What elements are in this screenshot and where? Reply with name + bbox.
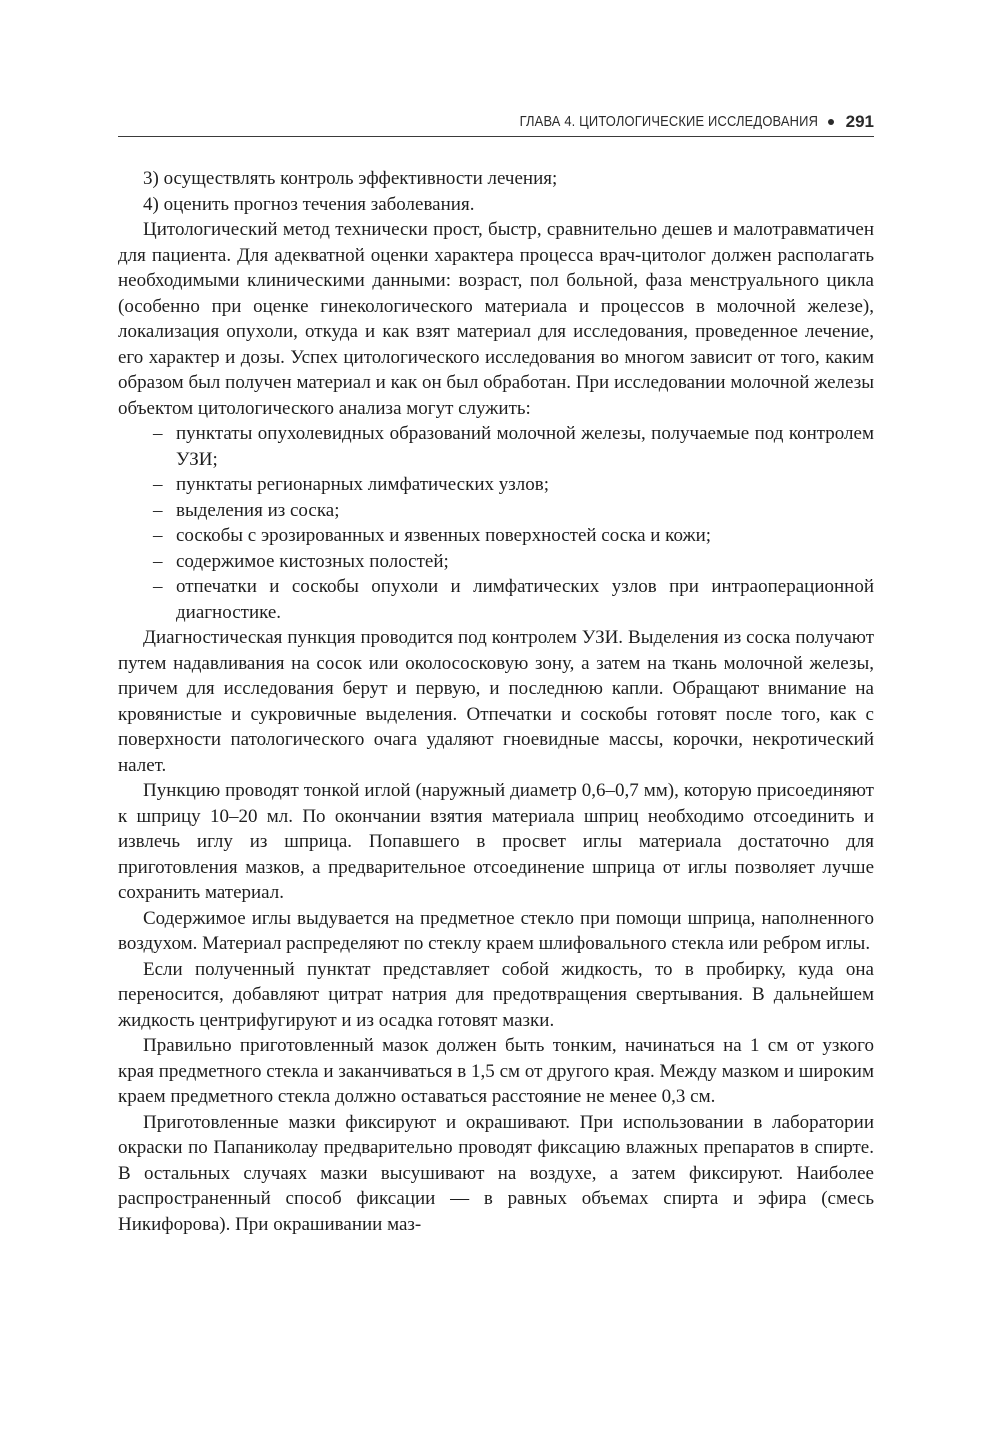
material-list <box>118 421 874 625</box>
list-item: – отпечатки и соскобы опухоли и лимфатических узлов при интраоперационной диагностике. <box>176 574 874 625</box>
paragraph: Если полученный пунктат представляет собой жидкость, то в пробирку, куда она переносится, добавляют цитрат натрия для предотвращения свертывания. В дальнейшем жидкость центрифугируют и из осадка готовят мазки. <box>118 958 874 1031</box>
paragraph: Правильно приготовленный мазок должен быть тонким, начинаться на 1 см от узкого края предметного стекла и заканчиваться в 1,5 см от другого края. Между мазком и широким краем предметного стекла должно оставаться расстояние не менее 0,3 см. <box>118 1035 874 1107</box>
list-item: – выделения из соска; <box>176 498 874 524</box>
list-item: – содержимое кистозных полостей; <box>176 549 874 575</box>
numbered-item: 3) осуществлять контроль эффективности лечения; <box>143 168 558 189</box>
list-item: – соскобы с эрозированных и язвенных поверхностей соска и кожи; <box>176 523 874 549</box>
paragraph: Пункцию проводят тонкой иглой (наружный диаметр 0,6–0,7 мм), которую присоединяют к шприцу 10–20 мл. По окончании взятия материала шприц необходимо отсоединить и извлечь иглу из шприца. Попавшего в просвет иглы материала достаточно для приготовления мазков, а предварительное отсоединение шприца от иглы позволяет лучше сохранить материал. <box>118 780 874 903</box>
running-header <box>118 110 874 137</box>
intro-paragraph: Цитологический метод технически прост, быстр, сравнительно дешев и малотравматичен для пациента. Для адекватной оценки характера процесса врач-цитолог должен располагать необходимыми клиническими данными: возраст, пол больной, фаза менструального цикла (особенно при оценке гинекологического материала и процессов в молочной железе), локализация опухоли, откуда и как взят материал для исследования, проведенное лечение, его характер и дозы. Успех цитологического исследования во многом зависит от того, каким образом был получен материал и как он был обработан. При исследовании молочной железы объектом цитологического анализа могут служить: <box>118 219 874 419</box>
page-body <box>118 166 874 1237</box>
header-bullet-icon <box>828 119 834 125</box>
paragraph: Диагностическая пункция проводится под контролем УЗИ. Выделения из соска получают путем надавливания на сосок или околососковую зону, а затем на ткань молочной железы, причем для исследования берут и первую, и последнюю капли. Обращают внимание на кровянистые и сукровичные выделения. Отпечатки и соскобы готовят после того, как с поверхности патологического очага удаляют гноевидные массы, корочки, некротический налет. <box>118 627 874 776</box>
list-item: – пунктаты регионарных лимфатических узлов; <box>176 472 874 498</box>
paragraph: Приготовленные мазки фиксируют и окрашивают. При использовании в лаборатории окраски по Папаниколау предварительно проводят фиксацию влажных препаратов в спирте. В остальных случаях мазки высушивают на воздухе, а затем фиксируют. Наиболее распространенный способ фиксации — в равных объемах спирта и эфира (смесь Никифорова). При окрашивании маз- <box>118 1111 874 1235</box>
list-item: – пунктаты опухолевидных образований молочной железы, получаемые под контролем УЗИ; <box>176 421 874 472</box>
page-number: 291 <box>845 112 874 131</box>
running-title: ГЛАВА 4. ЦИТОЛОГИЧЕСКИЕ ИССЛЕДОВАНИЯ <box>519 113 818 130</box>
paragraph: Содержимое иглы выдувается на предметное стекло при помощи шприца, наполненного воздухом. Материал распределяют по стеклу краем шлифовального стекла или ребром иглы. <box>118 907 874 954</box>
numbered-item: 4) оценить прогноз течения заболевания. <box>143 193 475 215</box>
